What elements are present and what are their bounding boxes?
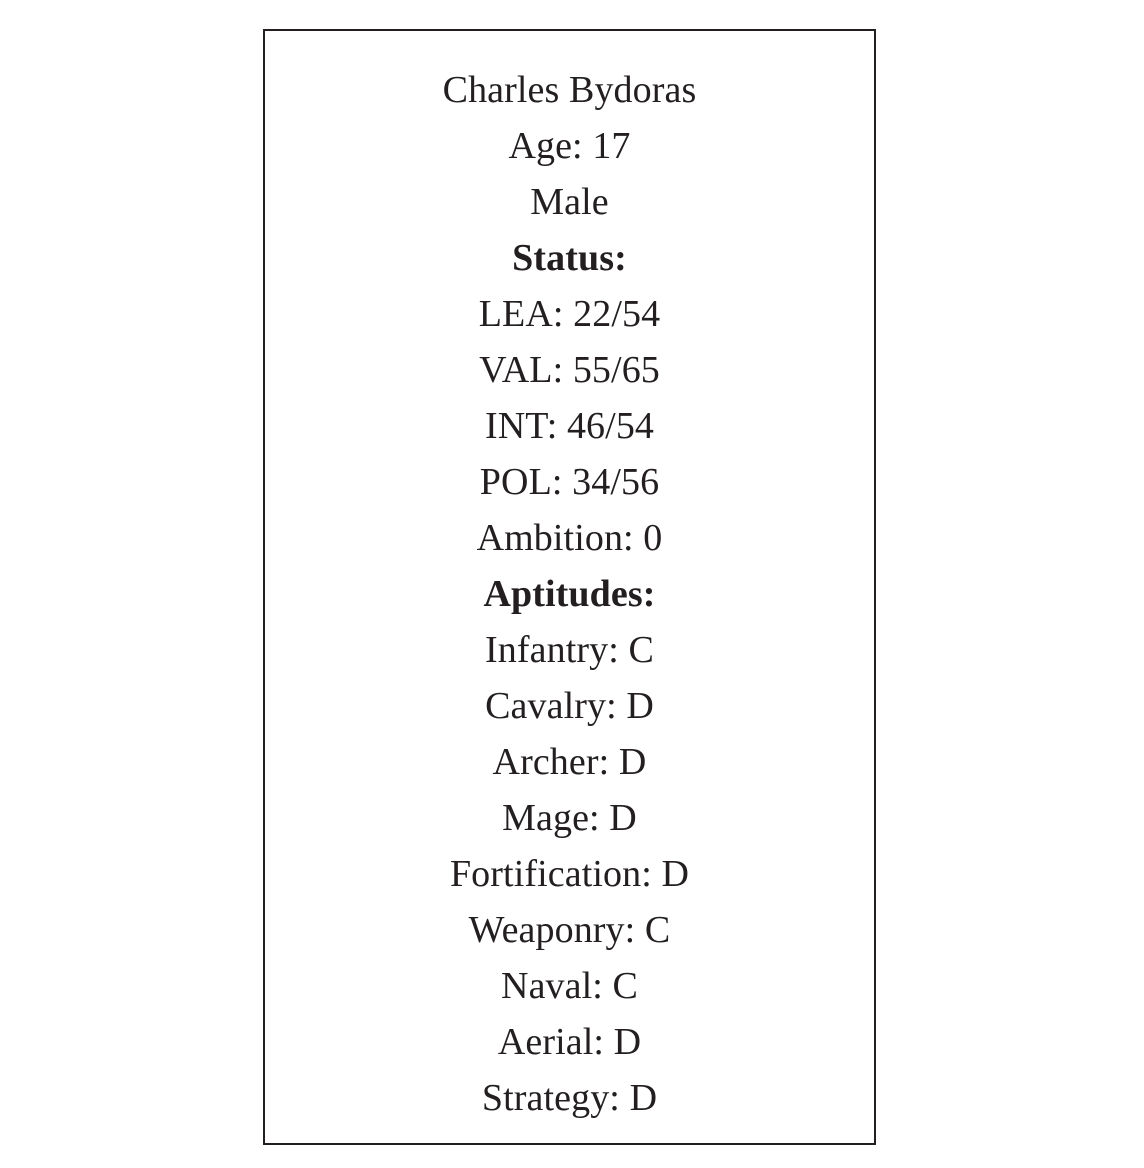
aptitude-archer: Archer: D (492, 741, 647, 783)
character-name: Charles Bydoras (442, 69, 697, 111)
character-info-panel (263, 29, 876, 1145)
status-section (265, 230, 874, 566)
aptitude-mage: Mage: D (502, 797, 637, 839)
aptitude-aerial: Aerial: D (497, 1021, 642, 1063)
aptitudes-section (265, 566, 874, 1126)
aptitude-fortification: Fortification: D (449, 853, 690, 895)
status-stat-ambition: Ambition: 0 (476, 517, 663, 559)
status-stat-lea: LEA: 22/54 (478, 293, 661, 335)
aptitudes-section-header: Aptitudes: (483, 573, 656, 615)
aptitude-cavalry: Cavalry: D (485, 685, 654, 727)
character-sex: Male (530, 181, 609, 223)
aptitude-naval: Naval: C (501, 965, 638, 1007)
character-age: Age: 17 (508, 125, 631, 167)
aptitude-infantry: Infantry: C (485, 629, 654, 671)
status-stat-pol: POL: 34/56 (479, 461, 660, 503)
status-stat-val: VAL: 55/65 (479, 349, 660, 391)
aptitude-weaponry: Weaponry: C (468, 909, 671, 951)
character-info-content (265, 31, 874, 1126)
status-section-header: Status: (512, 237, 627, 279)
aptitude-strategy: Strategy: D (481, 1077, 658, 1119)
status-stat-int: INT: 46/54 (484, 405, 655, 447)
